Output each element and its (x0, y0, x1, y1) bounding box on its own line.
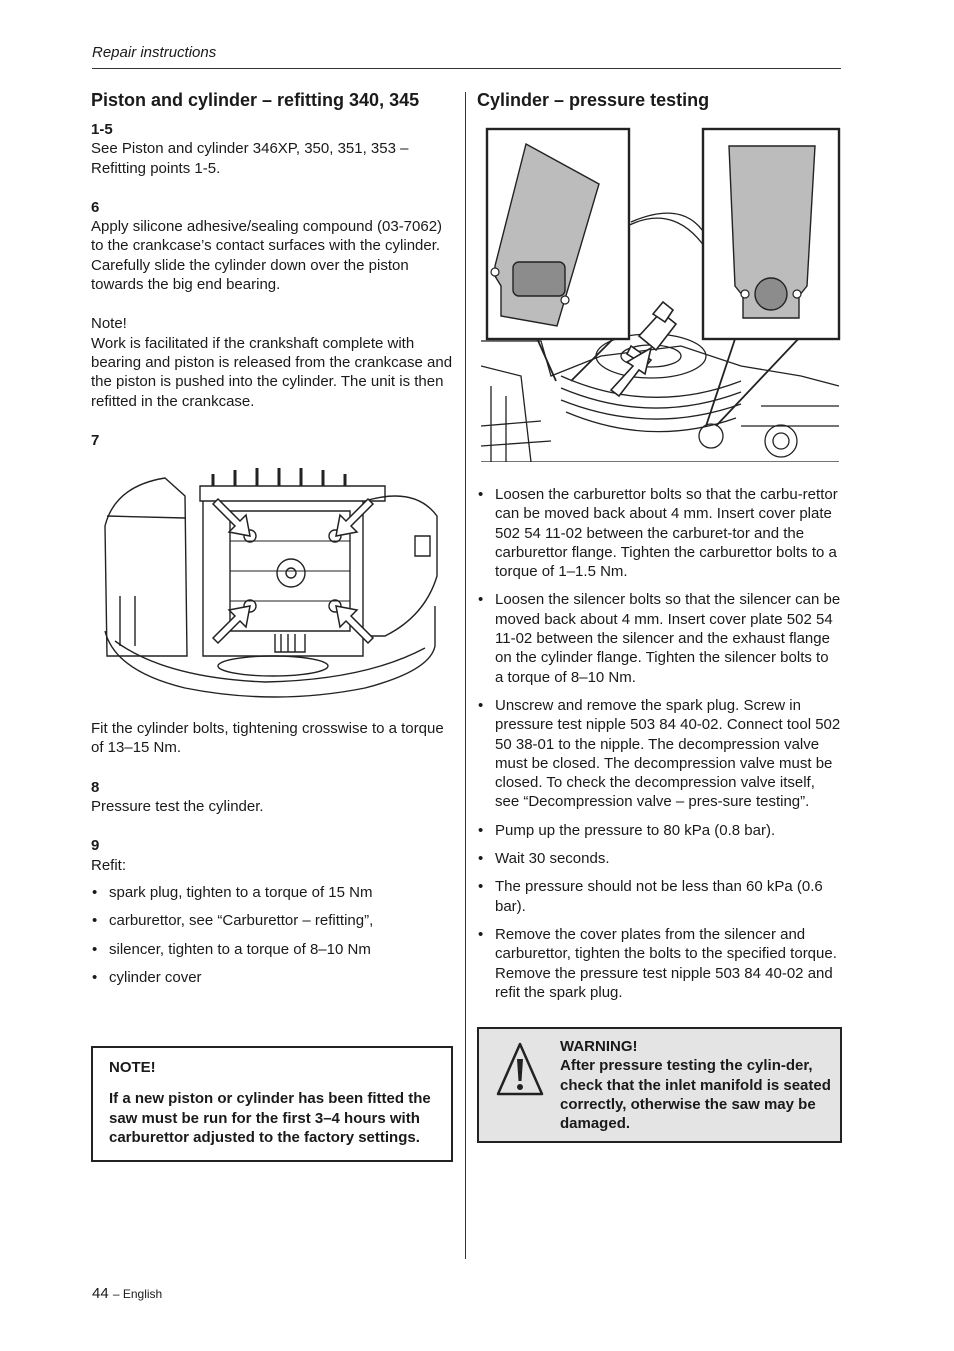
footer-language: – English (112, 1287, 163, 1301)
warning-triangle-icon (495, 1041, 545, 1097)
step-text: Fit the cylinder bolts, tightening crosswise to a torque of 13–15 Nm. (91, 720, 444, 757)
pressure-test-illustration (481, 126, 841, 467)
step-8 (91, 778, 453, 817)
pressure-test-steps (477, 485, 841, 1002)
note-paragraph (91, 314, 453, 410)
note-box (91, 1046, 453, 1162)
pressure-test-drawing (481, 126, 841, 462)
list-item: • Pump up the pressure to 80 kPa (0.8 bar). (477, 821, 841, 840)
section-heading-refitting: Piston and cylinder – refitting 340, 345 (91, 90, 420, 110)
step-number: 7 (91, 431, 100, 449)
list-item: • Loosen the silencer bolts so that the silencer can be moved back about 4 mm. Insert cover plate 502 54 11-02 between the silencer and the exhaust flange on the cylinder flange. Tighten the silencer bolts to a torque of 8–10 Nm. (477, 590, 841, 686)
step-1-5 (91, 120, 453, 178)
note-box-text: If a new piston or cylinder has been fitted the saw must be run for the first 3–4 hours with carburettor adjusted to the factory settings. (109, 1090, 431, 1146)
header-rule (92, 68, 841, 69)
step-number: 8 (91, 778, 100, 796)
note-box-title: NOTE! (109, 1059, 156, 1076)
warning-title: WARNING! (560, 1038, 638, 1055)
step-text: Carefully slide the cylinder down over the piston towards the big end bearing. (91, 256, 409, 294)
list-item: • Wait 30 seconds. (477, 849, 841, 868)
list-item: • carburettor, see “Carburettor – refitting”, (91, 911, 453, 930)
cylinder-bolts-illustration (95, 456, 453, 709)
list-item: • The pressure should not be less than 60 kPa (0.6 bar). (477, 877, 841, 916)
list-item: • Loosen the carburettor bolts so that the carbu-rettor can be moved back about 4 mm. Insert cover plate 502 54 11-02 between the carburet-tor and the carburettor flange. Tighten the carburettor bolts to a torque of 1–1.5 Nm. (477, 485, 841, 581)
step-number: 6 (91, 198, 100, 216)
page-number: 44 (92, 1285, 109, 1302)
step-number: 1-5 (91, 121, 113, 138)
cylinder-bolts-drawing (95, 456, 440, 704)
section-heading-pressure-testing: Cylinder – pressure testing (477, 90, 710, 110)
refit-list (91, 883, 453, 987)
step-6 (91, 198, 453, 294)
page-footer (92, 1285, 162, 1302)
step-number: 9 (91, 837, 100, 855)
note-label: Note! (91, 315, 127, 333)
list-item: • spark plug, tighten to a torque of 15 Nm (91, 883, 453, 902)
step-text: Apply silicone adhesive/sealing compound (03-7062) to the crankcase’s contact surfaces with the cylinder. (91, 218, 443, 255)
step-7 (91, 431, 453, 450)
step-text: Refit: (91, 856, 127, 874)
list-item: • silencer, tighten to a torque of 8–10 Nm (91, 940, 453, 959)
warning-body: After pressure testing the cylin-der, check that the inlet manifold is seated correctly, otherwise the saw may be damaged. (560, 1057, 831, 1133)
warning-text (560, 1037, 832, 1133)
step-text: See Piston and cylinder 346XP, 350, 351, 353 – Refitting points 1-5. (91, 140, 409, 177)
right-column (477, 88, 841, 1011)
step-9 (91, 836, 453, 875)
list-item: • Unscrew and remove the spark plug. Screw in pressure test nipple 503 84 40-02. Connect tool 502 50 38-01 to the nipple. The decompression valve must be closed. The decompression valve must be closed. To check the decompression valve itself, see “Decompression valve – pres-sure testing”. (477, 696, 841, 812)
running-header: Repair instructions (92, 44, 217, 61)
column-divider (465, 92, 466, 1259)
list-item: • Remove the cover plates from the silencer and carburettor, tighten the bolts to the specified torque. Remove the pressure test nipple 503 84 40-02 and refit the spark plug. (477, 925, 841, 1002)
left-column (91, 88, 453, 996)
step-text: Pressure test the cylinder. (91, 798, 264, 816)
note-text: Work is facilitated if the crankshaft complete with bearing and piston is released from the crankcase and the piston is pushed into the cylinder. The unit is then refitted in the crankcase. (91, 334, 453, 410)
step-7-caption (91, 719, 453, 758)
list-item: • cylinder cover (91, 968, 453, 987)
warning-box (477, 1027, 842, 1143)
